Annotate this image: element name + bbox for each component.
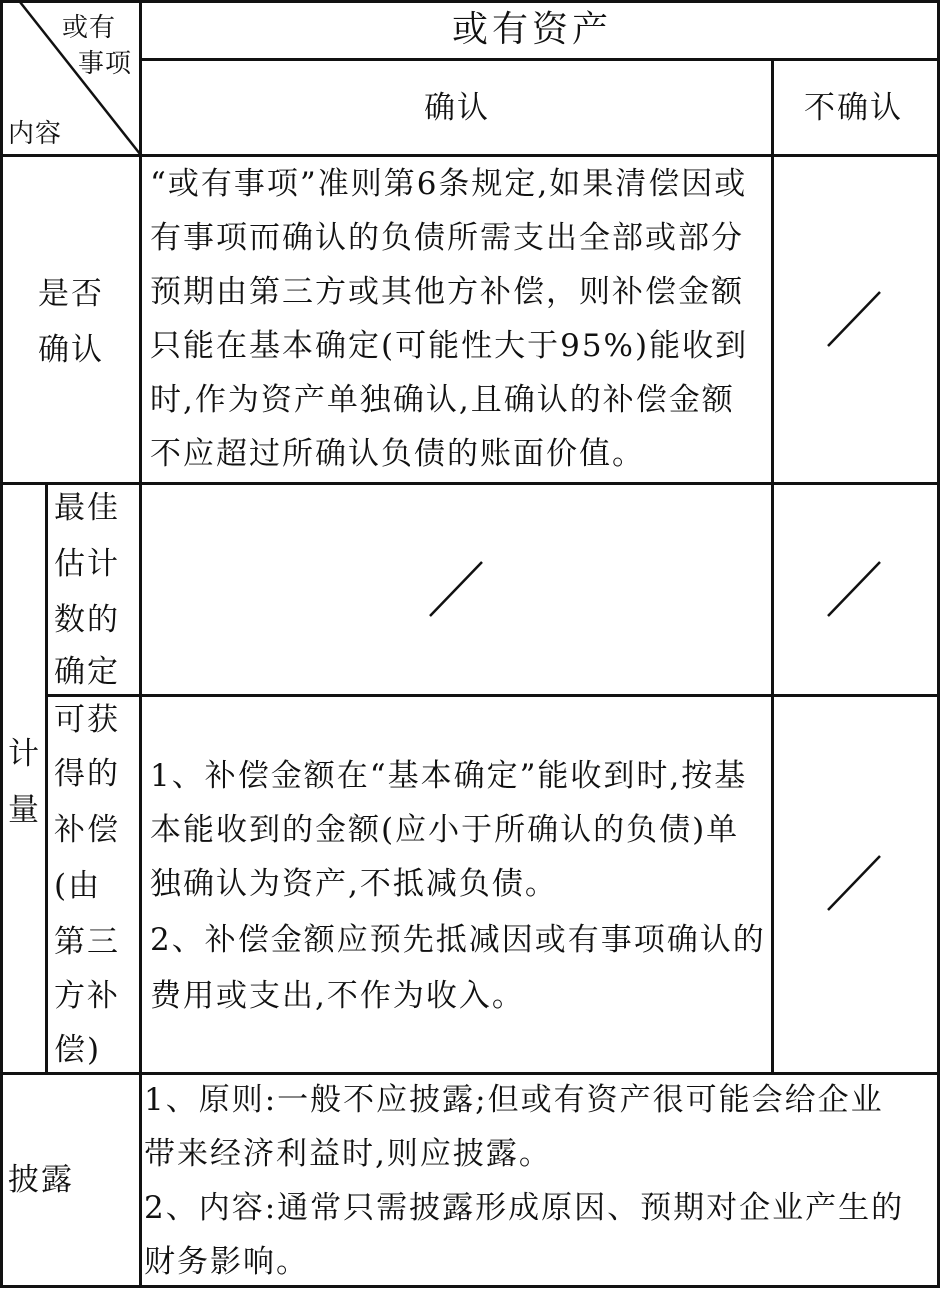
not-applicable-slash: [826, 290, 882, 348]
row-label-recognize-2: 确认: [38, 332, 104, 368]
compensation-line: 1、补偿金额在“基本确定”能收到时,按基: [150, 758, 748, 794]
header-divider: [140, 58, 940, 61]
row-label-measure-1: 计: [8, 736, 41, 772]
column-header-not-confirm: 不确认: [804, 90, 903, 126]
measure-subcol-divider: [45, 482, 48, 1074]
compensation-char: 方补: [54, 978, 120, 1014]
compensation-line: 独确认为资产,不抵减负债。: [150, 866, 558, 902]
disclose-line: 1、原则:一般不应披露;但或有资产很可能会给企业: [144, 1082, 884, 1118]
compensation-char: 第三: [54, 924, 120, 960]
recognize-line: 只能在基本确定(可能性大于95%)能收到: [150, 328, 749, 364]
disclose-line: 带来经济利益时,则应披露。: [144, 1136, 552, 1172]
row-label-measure-2: 量: [8, 792, 41, 828]
not-applicable-slash: [826, 854, 882, 912]
row-label-recognize-1: 是否: [38, 276, 104, 312]
corner-label-top2: 事项: [78, 49, 133, 79]
best-estimate-char: 估计: [54, 546, 120, 582]
row-label-disclose: 披露: [8, 1162, 74, 1198]
best-estimate-char: 数的: [54, 602, 120, 638]
table-title: 或有资产: [452, 9, 613, 50]
recognize-line: 预期由第三方或其他方补偿，则补偿金额: [150, 274, 744, 310]
label-col-divider: [139, 0, 142, 1288]
disclose-line: 2、内容:通常只需披露形成原因、预期对企业产生的: [144, 1190, 905, 1226]
compensation-char: 可获: [54, 702, 120, 738]
not-applicable-slash: [826, 560, 882, 618]
best-estimate-char: 最佳: [54, 490, 120, 526]
not-applicable-slash: [428, 560, 484, 618]
recognize-line: 有事项而确认的负债所需支出全部或部分: [150, 220, 744, 256]
corner-label-bottom: 内容: [8, 119, 63, 149]
compensation-line: 本能收到的金额(应小于所确认的负债)单: [150, 812, 740, 848]
compensation-char: 补偿: [54, 812, 120, 848]
compensation-char: (由: [54, 868, 102, 904]
corner-label-top: 或有: [62, 13, 117, 43]
compensation-char: 得的: [54, 756, 120, 792]
compensation-char: 偿): [54, 1032, 102, 1068]
recognize-line: “或有事项”准则第6条规定,如果清偿因或: [150, 166, 748, 202]
recognize-line: 不应超过所确认负债的账面价值。: [150, 436, 645, 472]
border-left: [0, 0, 3, 1288]
column-header-confirm: 确认: [424, 90, 490, 126]
recognize-line: 时,作为资产单独确认,且确认的补偿金额: [150, 382, 735, 418]
best-estimate-char: 确定: [54, 654, 120, 690]
compensation-line: 2、补偿金额应预先抵减因或有事项确认的: [150, 922, 766, 958]
confirm-col-divider: [771, 58, 774, 1074]
row-divider-2: [46, 694, 940, 697]
disclose-line: 财务影响。: [144, 1244, 309, 1280]
compensation-line: 费用或支出,不作为收入。: [150, 978, 525, 1014]
